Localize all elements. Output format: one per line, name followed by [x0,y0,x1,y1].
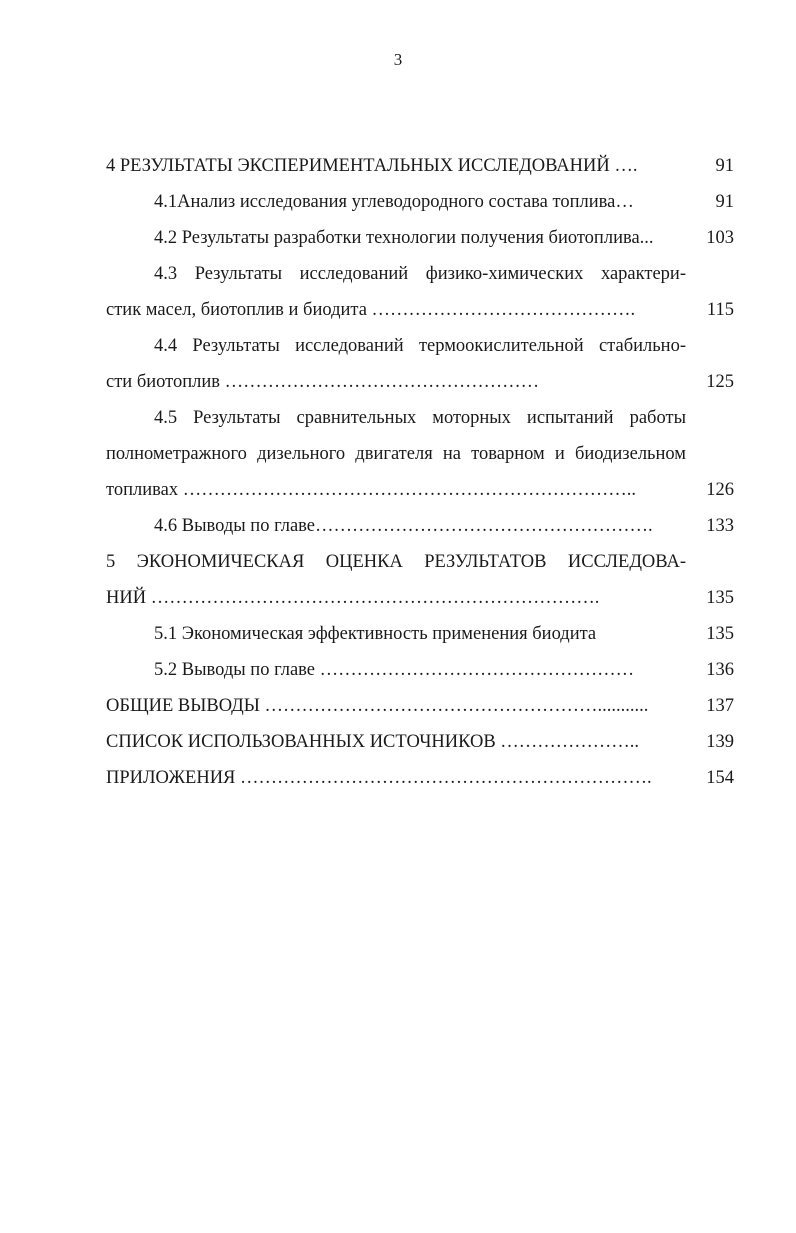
toc-entry-title: 4.6 Выводы по главе………………………………………………. [154,516,653,536]
toc-entry-page: 154 [706,768,734,788]
toc-entry-title-line-1: 4.4 Результаты исследований термоокислительной стабильно- [154,336,686,356]
toc-entry-references[interactable] [106,724,734,760]
toc-entry-section-4-4[interactable] [106,328,734,400]
toc-entry-section-4-1[interactable] [106,184,734,220]
toc-entry-title-line-1: 4.5 Результаты сравнительных моторных испытаний работы [154,408,686,428]
page-number: 3 [393,50,403,69]
toc-entry-section-5-2[interactable] [106,652,734,688]
toc-entry-page: 137 [706,696,734,716]
toc-entry-title-line-2: полнометражного дизельного двигателя на товарном и биодизельном [106,444,686,464]
toc-entry-page: 125 [706,372,734,392]
toc-entry-title-line-3: топливах ……………………………………………………………….. [106,480,636,500]
toc-entry-page: 136 [706,660,734,680]
toc-entry-title: 5.1 Экономическая эффективность применения биодита [154,624,597,644]
toc-entry-title: 4.2 Результаты разработки технологии получения биотоплива... [154,228,654,248]
toc-entry-page: 91 [715,192,734,212]
toc-entry-section-4-3[interactable] [106,256,734,328]
table-of-contents [106,148,734,796]
toc-entry-page: 91 [715,156,734,176]
toc-entry-section-5-1[interactable] [106,616,734,652]
toc-entry-conclusions[interactable] [106,688,734,724]
toc-entry-title-line-2: НИЙ ………………………………………………………………. [106,588,600,608]
toc-entry-title-line-1: 4.3 Результаты исследований физико-химических характери- [154,264,686,284]
toc-entry-title: 4 РЕЗУЛЬТАТЫ ЭКСПЕРИМЕНТАЛЬНЫХ ИССЛЕДОВАНИЙ …. [106,156,638,176]
toc-entry-page: 139 [706,732,734,752]
toc-entry-page: 103 [706,228,734,248]
toc-entry-appendices[interactable] [106,760,734,796]
toc-entry-section-4-5[interactable] [106,400,734,508]
toc-entry-page: 115 [706,300,734,320]
toc-entry-chapter-5[interactable] [106,544,734,616]
toc-entry-title-line-1: 5 ЭКОНОМИЧЕСКАЯ ОЦЕНКА РЕЗУЛЬТАТОВ ИССЛЕДОВА- [106,552,686,572]
toc-entry-title: 4.1Анализ исследования углеводородного состава топлива… [154,192,634,212]
toc-entry-page: 133 [706,516,734,536]
toc-entry-page: 135 [706,624,734,644]
toc-entry-title: ОБЩИЕ ВЫВОДЫ ………………………………………………........... [106,696,649,716]
toc-entry-section-4-6[interactable] [106,508,734,544]
toc-entry-chapter-4[interactable] [106,148,734,184]
toc-entry-title-line-2: стик масел, биотоплив и биодита ……………………………………. [106,300,636,320]
toc-entry-section-4-2[interactable] [106,220,734,256]
toc-entry-title: 5.2 Выводы по главе …………………………………………… [154,660,635,680]
toc-entry-title-line-2: сти биотоплив …………………………………………… [106,372,540,392]
toc-entry-title: СПИСОК ИСПОЛЬЗОВАННЫХ ИСТОЧНИКОВ ………………….. [106,732,640,752]
toc-entry-page: 126 [706,480,734,500]
toc-entry-page: 135 [706,588,734,608]
toc-entry-title: ПРИЛОЖЕНИЯ …………………………………………………………. [106,768,652,788]
